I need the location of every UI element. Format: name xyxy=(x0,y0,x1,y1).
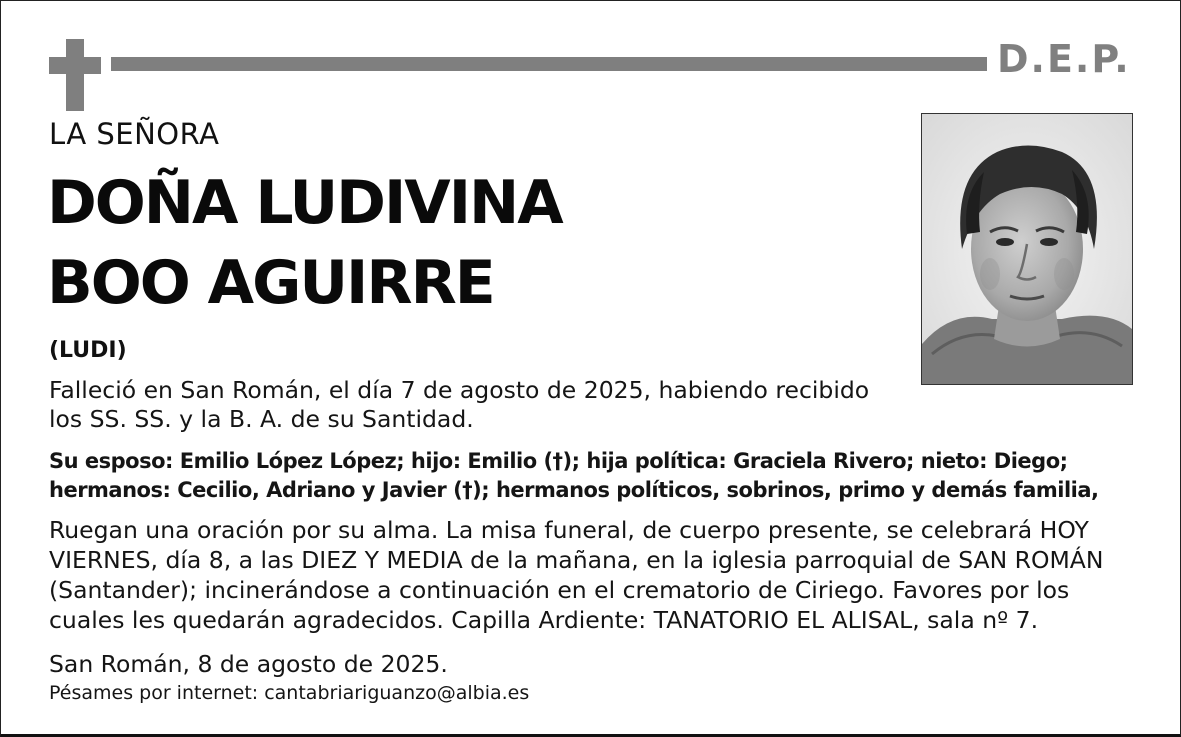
header-rule xyxy=(111,57,987,71)
portrait-illustration xyxy=(922,114,1132,384)
cross-horizontal-bar xyxy=(49,57,101,74)
death-notice: Falleció en San Román, el día 7 de agosto de 2025, habiendo recibido los SS. SS. y la B. A. de su Santidad. xyxy=(49,376,870,433)
honorific-prefix: LA SEÑORA xyxy=(49,117,220,151)
condolence-line xyxy=(49,681,529,705)
condolence-email-link[interactable]: cantabriariguanzo@albia.es xyxy=(264,682,530,704)
family-list xyxy=(49,447,1159,505)
cross-vertical-bar xyxy=(66,39,84,111)
condolence-label: Pésames por internet: xyxy=(49,682,259,704)
place-and-date: San Román, 8 de agosto de 2025. xyxy=(49,650,448,678)
deceased-name-line-2: BOO AGUIRRE xyxy=(47,248,494,318)
funeral-details: Ruegan una oración por su alma. La misa funeral, de cuerpo presente, se celebrará HOY VIERNES, día 8, a las DIEZ Y MEDIA de la mañana, en la iglesia parroquial de SAN ROMÁN (Santander); incinerándose a continuación en el crematorio de Ciriego. Favores por los cuales les quedarán agradecidos. Capilla Ardiente: TANATORIO EL ALISAL, sala nº 7. xyxy=(49,516,1104,634)
deceased-name-line-1: DOÑA LUDIVINA xyxy=(47,168,562,238)
latin-cross-icon xyxy=(49,39,101,111)
portrait-photo xyxy=(921,113,1133,385)
family-list-line-1: Su esposo: Emilio López López; hijo: Emilio (†); hija política: Graciela Rivero; nieto: Diego; xyxy=(49,449,1068,473)
dep-abbreviation: D.E.P. xyxy=(997,37,1131,81)
family-list-line-2: hermanos: Cecilio, Adriano y Javier (†); hermanos políticos, sobrinos, primo y demás familia, xyxy=(49,478,1099,502)
deceased-nickname: (LUDI) xyxy=(49,338,127,363)
